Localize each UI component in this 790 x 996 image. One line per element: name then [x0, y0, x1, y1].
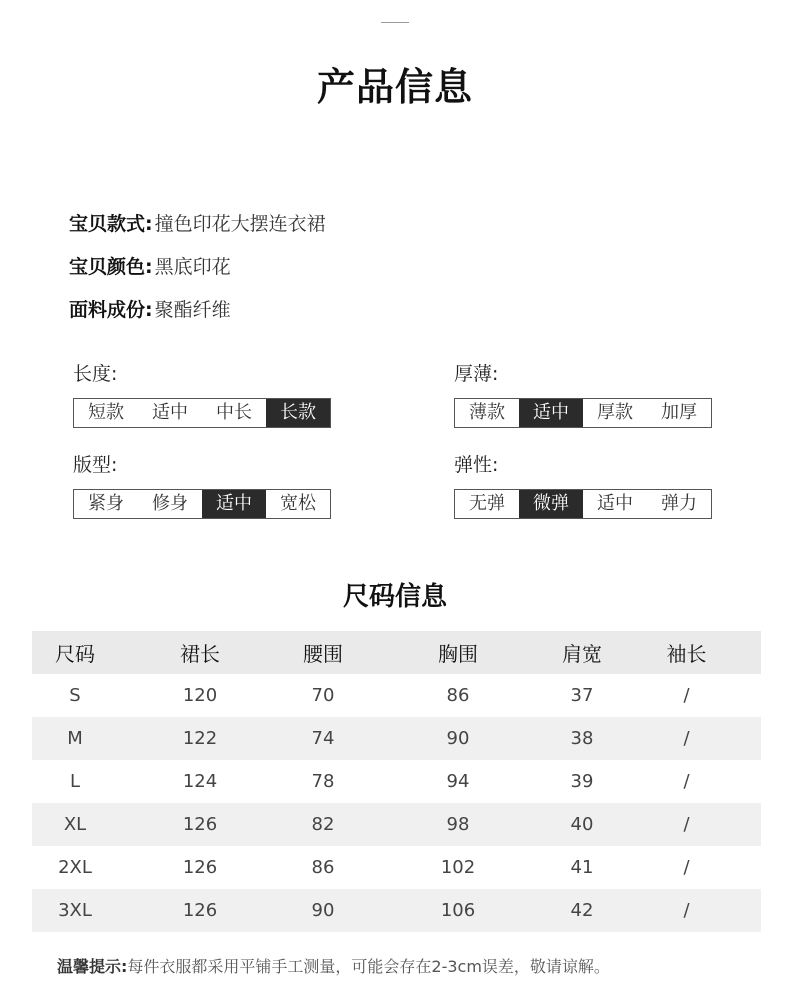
- attr-option: 厚款: [583, 399, 647, 427]
- table-row: [32, 717, 761, 760]
- table-cell: /: [683, 857, 690, 878]
- table-cell: 82: [311, 814, 335, 835]
- table-cell: M: [67, 728, 83, 749]
- attr-label: 长度:: [73, 363, 118, 385]
- info-label: 宝贝颜色:: [69, 256, 153, 278]
- attr-options: [454, 489, 712, 519]
- attr-option: 薄款: [455, 399, 519, 427]
- attr-elasticity: [454, 452, 697, 514]
- attr-option: 短款: [74, 399, 138, 427]
- size-table: [32, 631, 761, 932]
- table-header-cell: 肩宽: [562, 642, 602, 666]
- table-cell: 122: [182, 728, 218, 749]
- attr-options: [73, 398, 331, 428]
- attr-label: 厚薄:: [454, 363, 499, 385]
- info-label: 宝贝款式:: [69, 213, 153, 235]
- table-cell: 126: [182, 900, 218, 921]
- table-cell: 42: [570, 900, 594, 921]
- attr-option: 紧身: [74, 490, 138, 518]
- table-cell: 37: [570, 685, 594, 706]
- attr-label: 版型:: [73, 454, 118, 476]
- info-row-fabric: [69, 287, 326, 330]
- attr-fit: [73, 452, 316, 514]
- attr-option: 中长: [202, 399, 266, 427]
- table-header-cell: 裙长: [180, 642, 220, 666]
- table-cell: /: [683, 814, 690, 835]
- tip-text: 每件衣服都采用平铺手工测量，可能会存在2-3cm误差，敬请谅解。: [127, 957, 610, 976]
- table-cell: 126: [182, 814, 218, 835]
- attr-thickness: [454, 361, 697, 423]
- table-row: [32, 674, 761, 717]
- table-cell: 2XL: [58, 857, 92, 878]
- table-cell: /: [683, 771, 690, 792]
- attr-option: 加厚: [647, 399, 711, 427]
- product-info-list: [69, 201, 326, 330]
- table-header-row: [32, 631, 761, 674]
- table-cell: 70: [311, 685, 335, 706]
- attr-option: 宽松: [266, 490, 330, 518]
- table-cell: 38: [570, 728, 594, 749]
- table-row: [32, 803, 761, 846]
- table-header-cell: 胸围: [438, 642, 478, 666]
- table-header-cell: 袖长: [666, 642, 707, 666]
- attr-option: 适中: [138, 399, 202, 427]
- table-cell: 106: [440, 900, 476, 921]
- table-cell: 98: [446, 814, 470, 835]
- info-row-color: [69, 244, 326, 287]
- table-cell: 90: [446, 728, 470, 749]
- measurement-tip: [57, 954, 610, 977]
- table-cell: /: [683, 728, 690, 749]
- table-cell: 39: [570, 771, 594, 792]
- attr-label: 弹性:: [454, 454, 499, 476]
- table-header-cell: 腰围: [303, 642, 343, 666]
- attr-option-selected: 适中: [202, 490, 266, 518]
- table-cell: 90: [311, 900, 335, 921]
- table-row: [32, 846, 761, 889]
- size-section-title: 尺码信息: [342, 582, 447, 612]
- table-cell: 41: [570, 857, 594, 878]
- attr-option-selected: 微弹: [519, 490, 583, 518]
- info-row-style: [69, 201, 326, 244]
- table-cell: 86: [446, 685, 470, 706]
- table-row: [32, 889, 761, 932]
- table-cell: 74: [311, 728, 335, 749]
- table-cell: 102: [440, 857, 476, 878]
- table-cell: 94: [446, 771, 470, 792]
- table-cell: /: [683, 685, 690, 706]
- table-cell: 120: [182, 685, 218, 706]
- table-cell: 124: [182, 771, 218, 792]
- table-cell: 126: [182, 857, 218, 878]
- info-value: 黑底印花: [154, 256, 231, 278]
- table-cell: L: [69, 771, 81, 792]
- attr-options: [454, 398, 712, 428]
- table-cell: /: [683, 900, 690, 921]
- info-value: 撞色印花大摆连衣裙: [154, 213, 326, 235]
- table-cell: S: [69, 685, 81, 706]
- table-cell: 3XL: [58, 900, 92, 921]
- table-cell: 78: [311, 771, 335, 792]
- attr-length: [73, 361, 316, 423]
- attr-options: [73, 489, 331, 519]
- attr-option: 弹力: [647, 490, 711, 518]
- attr-option-selected: 长款: [266, 399, 330, 427]
- page-title: 产品信息: [316, 65, 473, 109]
- attr-option: 修身: [138, 490, 202, 518]
- attr-option: 无弹: [455, 490, 519, 518]
- table-row: [32, 760, 761, 803]
- table-cell: 40: [570, 814, 594, 835]
- top-divider: [381, 22, 409, 23]
- info-value: 聚酯纤维: [154, 299, 231, 321]
- table-cell: 86: [311, 857, 335, 878]
- table-header-cell: 尺码: [55, 642, 95, 666]
- attr-option: 适中: [583, 490, 647, 518]
- attr-option-selected: 适中: [519, 399, 583, 427]
- table-cell: XL: [63, 814, 87, 835]
- info-label: 面料成份:: [69, 299, 153, 321]
- tip-label: 温馨提示:: [57, 957, 128, 976]
